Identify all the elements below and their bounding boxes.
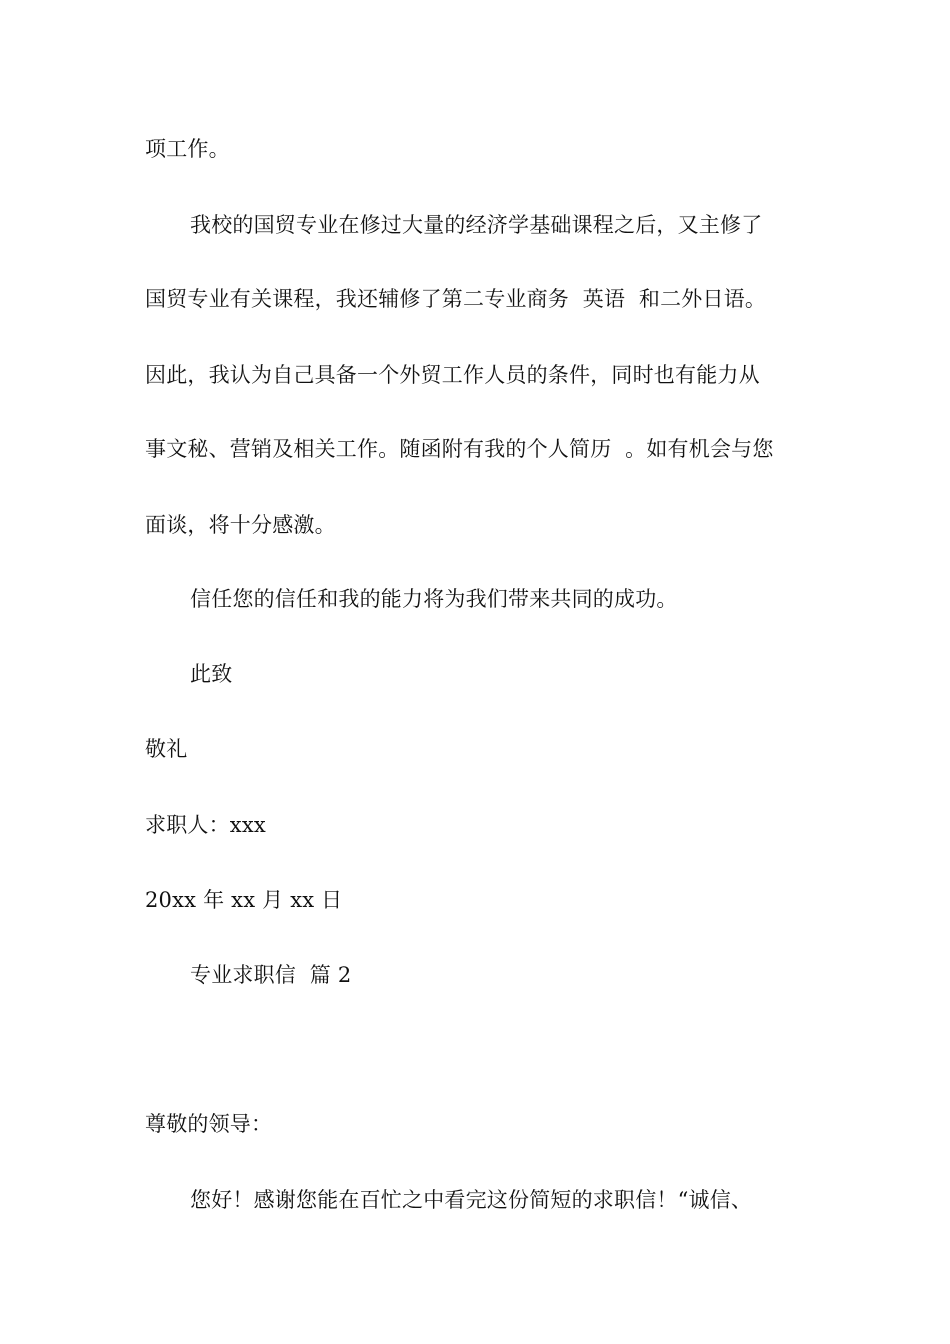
paragraph-line-1: 项工作。	[145, 137, 230, 161]
opening-sentence: 您好！感谢您能在百忙之中看完这份简短的求职信！“诚信、	[190, 1188, 753, 1212]
paragraph-line-3: 国贸专业有关课程，我还辅修了第二专业商务 英语 和二外日语。	[145, 287, 767, 311]
paragraph-line-6: 面谈，将十分感激。	[145, 513, 336, 537]
salutation-cizhi: 此致	[190, 662, 233, 686]
greeting: 尊敬的领导：	[145, 1112, 273, 1136]
section-title: 专业求职信 篇 2	[190, 963, 352, 987]
closing-sentence: 信任您的信任和我的能力将为我们带来共同的成功。	[190, 587, 678, 611]
paragraph-line-4: 因此，我认为自己具备一个外贸工作人员的条件，同时也有能力从	[145, 363, 760, 387]
applicant-name: 求职人：xxx	[145, 813, 266, 837]
letter-date: 20xx 年 xx 月 xx 日	[145, 888, 343, 912]
salutation-jingli: 敬礼	[145, 737, 188, 761]
paragraph-line-2: 我校的国贸专业在修过大量的经济学基础课程之后，又主修了	[190, 213, 763, 237]
paragraph-line-5: 事文秘、营销及相关工作。随函附有我的个人简历 。如有机会与您	[145, 437, 774, 461]
